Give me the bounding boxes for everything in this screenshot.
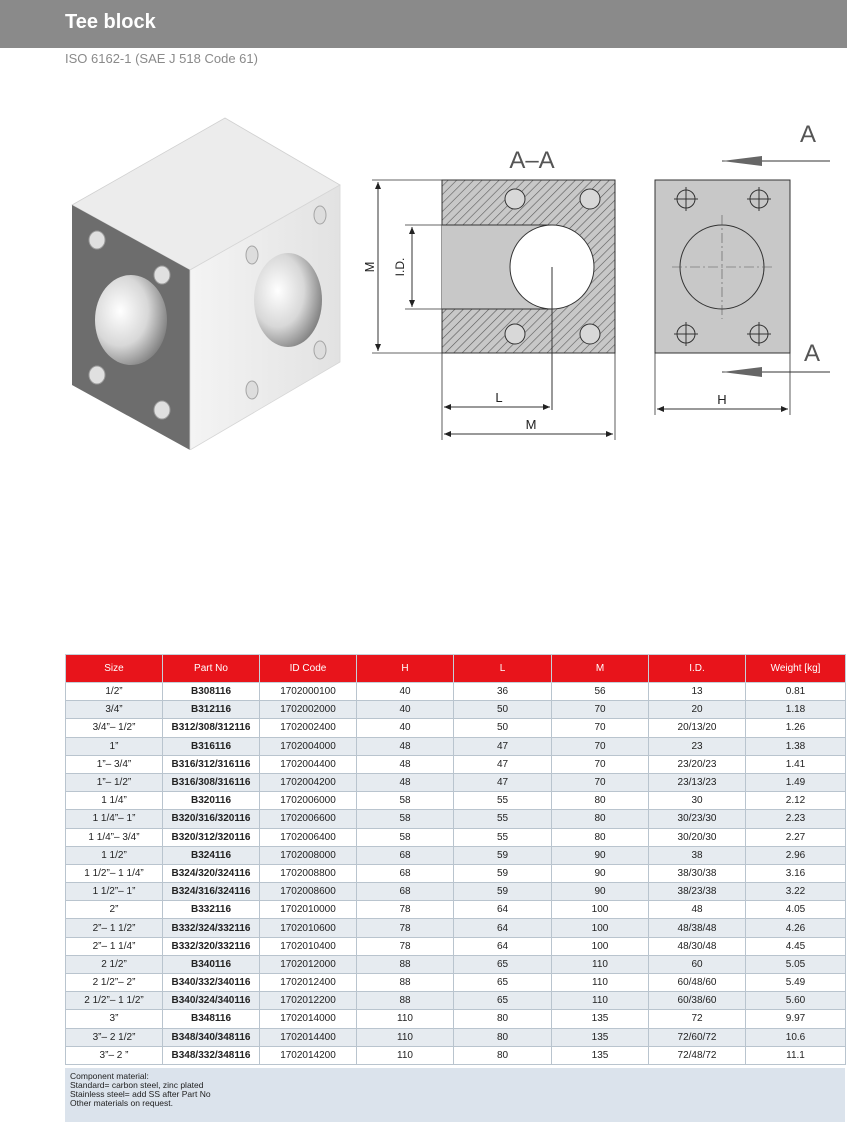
cell-m: 135: [552, 1028, 649, 1046]
cell-id: 60/48/60: [649, 974, 746, 992]
cell-id-code: 1702010000: [260, 901, 357, 919]
table-row: [66, 919, 846, 937]
cell-m: 80: [552, 810, 649, 828]
cell-size: 2”: [66, 901, 163, 919]
header-id: I.D.: [649, 655, 746, 683]
header-id-code: ID Code: [260, 655, 357, 683]
cell-h: 58: [357, 792, 454, 810]
cell-part-no: B324/320/324116: [163, 864, 260, 882]
section-arrow-label-bottom: A: [803, 340, 821, 367]
cell-m: 135: [552, 1010, 649, 1028]
cell-m: 80: [552, 792, 649, 810]
cell-h: 40: [357, 683, 454, 701]
cell-h: 40: [357, 719, 454, 737]
header-part-no: Part No: [163, 655, 260, 683]
cell-part-no: B308116: [163, 683, 260, 701]
cell-l: 47: [454, 737, 552, 755]
cell-id: 23/13/23: [649, 773, 746, 791]
cell-id-code: 1702008800: [260, 864, 357, 882]
cell-id: 30: [649, 792, 746, 810]
cell-part-no: B332/320/332116: [163, 937, 260, 955]
cell-m: 135: [552, 1046, 649, 1064]
table-row: [66, 846, 846, 864]
cell-m: 90: [552, 846, 649, 864]
cell-size: 1 1/4”– 3/4”: [66, 828, 163, 846]
cell-part-no: B316116: [163, 737, 260, 755]
cell-id-code: 1702010600: [260, 919, 357, 937]
table-row: [66, 828, 846, 846]
table-row: [66, 992, 846, 1010]
table-body: [66, 683, 846, 1065]
cell-part-no: B316/312/316116: [163, 755, 260, 773]
table-header-row: [66, 655, 846, 683]
cell-l: 64: [454, 919, 552, 937]
cell-id-code: 1702004200: [260, 773, 357, 791]
cell-part-no: B324/316/324116: [163, 883, 260, 901]
cell-h: 78: [357, 901, 454, 919]
cell-h: 110: [357, 1046, 454, 1064]
side-view: [655, 121, 830, 415]
dim-id: I.D.: [393, 257, 407, 277]
note-line: Stainless steel= add SS after Part No: [70, 1089, 211, 1099]
cell-weight: 2.96: [746, 846, 846, 864]
table-row: [66, 1046, 846, 1064]
cell-id: 38: [649, 846, 746, 864]
cell-id: 48/30/48: [649, 937, 746, 955]
section-view-a-a: [362, 147, 615, 440]
dim-m-horizontal: M: [525, 417, 537, 432]
cell-id: 38/30/38: [649, 864, 746, 882]
cell-part-no: B348/340/348116: [163, 1028, 260, 1046]
cell-l: 59: [454, 846, 552, 864]
cell-size: 2”– 1 1/4”: [66, 937, 163, 955]
cell-part-no: B320/316/320116: [163, 810, 260, 828]
cell-id: 38/23/38: [649, 883, 746, 901]
cell-id: 20: [649, 701, 746, 719]
cell-h: 88: [357, 955, 454, 973]
cell-m: 110: [552, 992, 649, 1010]
cell-l: 36: [454, 683, 552, 701]
header-l: L: [454, 655, 552, 683]
table-row: [66, 901, 846, 919]
cell-part-no: B324116: [163, 846, 260, 864]
table-row: [66, 773, 846, 791]
cell-id-code: 1702006600: [260, 810, 357, 828]
cell-id-code: 1702014400: [260, 1028, 357, 1046]
cell-m: 90: [552, 883, 649, 901]
cell-id-code: 1702012200: [260, 992, 357, 1010]
cell-size: 1 1/2”: [66, 846, 163, 864]
table-row: [66, 701, 846, 719]
cell-size: 3/4”: [66, 701, 163, 719]
cell-h: 58: [357, 828, 454, 846]
cell-part-no: B340116: [163, 955, 260, 973]
cell-m: 100: [552, 919, 649, 937]
cell-h: 68: [357, 883, 454, 901]
cell-id: 20/13/20: [649, 719, 746, 737]
title-bar: [0, 0, 847, 48]
cell-size: 1”– 3/4”: [66, 755, 163, 773]
cell-h: 88: [357, 992, 454, 1010]
material-notes: [65, 1068, 845, 1122]
cell-size: 1”– 1/2”: [66, 773, 163, 791]
header-h: H: [357, 655, 454, 683]
cell-part-no: B312116: [163, 701, 260, 719]
cell-size: 1 1/4”– 1”: [66, 810, 163, 828]
cell-l: 80: [454, 1028, 552, 1046]
cell-id-code: 1702014000: [260, 1010, 357, 1028]
table-row: [66, 737, 846, 755]
cell-size: 2”– 1 1/2”: [66, 919, 163, 937]
cell-l: 50: [454, 701, 552, 719]
cell-size: 1 1/2”– 1 1/4”: [66, 864, 163, 882]
cell-h: 48: [357, 737, 454, 755]
cell-size: 3”– 2 1/2”: [66, 1028, 163, 1046]
cell-id-code: 1702012000: [260, 955, 357, 973]
cell-size: 1 1/4”: [66, 792, 163, 810]
cell-id: 72/60/72: [649, 1028, 746, 1046]
cell-part-no: B340/324/340116: [163, 992, 260, 1010]
table-row: [66, 792, 846, 810]
cell-l: 65: [454, 974, 552, 992]
table-row: [66, 955, 846, 973]
cell-weight: 2.27: [746, 828, 846, 846]
cell-id-code: 1702008000: [260, 846, 357, 864]
cell-id: 48/38/48: [649, 919, 746, 937]
cell-part-no: B312/308/312116: [163, 719, 260, 737]
cell-size: 2 1/2”– 1 1/2”: [66, 992, 163, 1010]
cell-id: 13: [649, 683, 746, 701]
cell-m: 70: [552, 719, 649, 737]
cell-weight: 11.1: [746, 1046, 846, 1064]
cell-id: 72: [649, 1010, 746, 1028]
cell-id-code: 1702006400: [260, 828, 357, 846]
dim-h: H: [717, 392, 727, 407]
cell-m: 56: [552, 683, 649, 701]
cell-l: 50: [454, 719, 552, 737]
cell-id: 23/20/23: [649, 755, 746, 773]
header-weight: Weight [kg]: [746, 655, 846, 683]
cell-m: 80: [552, 828, 649, 846]
table-row: [66, 974, 846, 992]
cell-l: 55: [454, 810, 552, 828]
cell-id-code: 1702000100: [260, 683, 357, 701]
cell-weight: 5.05: [746, 955, 846, 973]
block-3d-view: [72, 118, 340, 450]
cell-l: 80: [454, 1010, 552, 1028]
cell-weight: 4.26: [746, 919, 846, 937]
cell-id-code: 1702010400: [260, 937, 357, 955]
cell-part-no: B348116: [163, 1010, 260, 1028]
cell-m: 110: [552, 955, 649, 973]
cell-id: 30/23/30: [649, 810, 746, 828]
table-row: [66, 937, 846, 955]
cell-id-code: 1702002000: [260, 701, 357, 719]
cell-weight: 1.38: [746, 737, 846, 755]
section-label: A–A: [509, 147, 555, 174]
cell-weight: 4.05: [746, 901, 846, 919]
cell-id-code: 1702008600: [260, 883, 357, 901]
cell-part-no: B340/332/340116: [163, 974, 260, 992]
cell-id: 60: [649, 955, 746, 973]
cell-l: 47: [454, 755, 552, 773]
table-row: [66, 683, 846, 701]
cell-size: 1”: [66, 737, 163, 755]
note-line: Component material:: [70, 1071, 149, 1081]
cell-weight: 10.6: [746, 1028, 846, 1046]
cell-size: 1 1/2”– 1”: [66, 883, 163, 901]
cell-l: 64: [454, 937, 552, 955]
cell-weight: 5.60: [746, 992, 846, 1010]
cell-part-no: B320116: [163, 792, 260, 810]
note-line: Standard= carbon steel, zinc plated: [70, 1080, 204, 1090]
cell-l: 64: [454, 901, 552, 919]
cell-l: 65: [454, 992, 552, 1010]
cell-size: 1/2”: [66, 683, 163, 701]
cell-weight: 5.49: [746, 974, 846, 992]
cell-weight: 1.41: [746, 755, 846, 773]
cell-weight: 1.26: [746, 719, 846, 737]
cell-m: 110: [552, 974, 649, 992]
cell-m: 70: [552, 701, 649, 719]
cell-h: 110: [357, 1010, 454, 1028]
cell-l: 65: [454, 955, 552, 973]
cell-h: 48: [357, 773, 454, 791]
cell-weight: 3.22: [746, 883, 846, 901]
cell-id-code: 1702014200: [260, 1046, 357, 1064]
table-row: [66, 1010, 846, 1028]
table-row: [66, 755, 846, 773]
cell-m: 70: [552, 755, 649, 773]
cell-size: 2 1/2”– 2”: [66, 974, 163, 992]
cell-part-no: B332/324/332116: [163, 919, 260, 937]
cell-id-code: 1702004400: [260, 755, 357, 773]
cell-l: 47: [454, 773, 552, 791]
cell-weight: 9.97: [746, 1010, 846, 1028]
cell-l: 59: [454, 864, 552, 882]
header-m: M: [552, 655, 649, 683]
spec-table: [65, 654, 846, 1065]
dim-l: L: [495, 390, 503, 405]
technical-drawing: [0, 100, 847, 450]
cell-part-no: B320/312/320116: [163, 828, 260, 846]
cell-id-code: 1702012400: [260, 974, 357, 992]
page-title: Tee block: [65, 11, 156, 33]
cell-size: 3/4”– 1/2”: [66, 719, 163, 737]
cell-l: 55: [454, 792, 552, 810]
cell-size: 3”: [66, 1010, 163, 1028]
cell-id: 48: [649, 901, 746, 919]
cell-id-code: 1702002400: [260, 719, 357, 737]
cell-h: 110: [357, 1028, 454, 1046]
cell-m: 100: [552, 901, 649, 919]
cell-weight: 0.81: [746, 683, 846, 701]
cell-part-no: B348/332/348116: [163, 1046, 260, 1064]
header-size: Size: [66, 655, 163, 683]
cell-weight: 2.12: [746, 792, 846, 810]
cell-id: 23: [649, 737, 746, 755]
cell-weight: 2.23: [746, 810, 846, 828]
table-row: [66, 810, 846, 828]
table-row: [66, 1028, 846, 1046]
note-line: Other materials on request.: [70, 1098, 173, 1108]
cell-weight: 4.45: [746, 937, 846, 955]
cell-l: 80: [454, 1046, 552, 1064]
cell-m: 100: [552, 937, 649, 955]
cell-h: 88: [357, 974, 454, 992]
section-arrow-label-top: A: [799, 121, 817, 148]
cell-weight: 1.18: [746, 701, 846, 719]
dim-m-vertical: M: [362, 261, 377, 273]
cell-h: 48: [357, 755, 454, 773]
cell-id: 60/38/60: [649, 992, 746, 1010]
cell-h: 68: [357, 864, 454, 882]
cell-id: 72/48/72: [649, 1046, 746, 1064]
cell-m: 70: [552, 773, 649, 791]
cell-weight: 3.16: [746, 864, 846, 882]
cell-h: 68: [357, 846, 454, 864]
page-subtitle: ISO 6162-1 (SAE J 518 Code 61): [65, 51, 258, 66]
table-row: [66, 883, 846, 901]
table-row: [66, 719, 846, 737]
cell-h: 58: [357, 810, 454, 828]
cell-size: 2 1/2”: [66, 955, 163, 973]
cell-id: 30/20/30: [649, 828, 746, 846]
cell-m: 90: [552, 864, 649, 882]
cell-h: 78: [357, 919, 454, 937]
cell-part-no: B332116: [163, 901, 260, 919]
cell-size: 3”– 2 ”: [66, 1046, 163, 1064]
cell-id-code: 1702006000: [260, 792, 357, 810]
cell-weight: 1.49: [746, 773, 846, 791]
cell-l: 59: [454, 883, 552, 901]
cell-l: 55: [454, 828, 552, 846]
cell-id-code: 1702004000: [260, 737, 357, 755]
cell-h: 40: [357, 701, 454, 719]
cell-m: 70: [552, 737, 649, 755]
table-row: [66, 864, 846, 882]
cell-h: 78: [357, 937, 454, 955]
cell-part-no: B316/308/316116: [163, 773, 260, 791]
